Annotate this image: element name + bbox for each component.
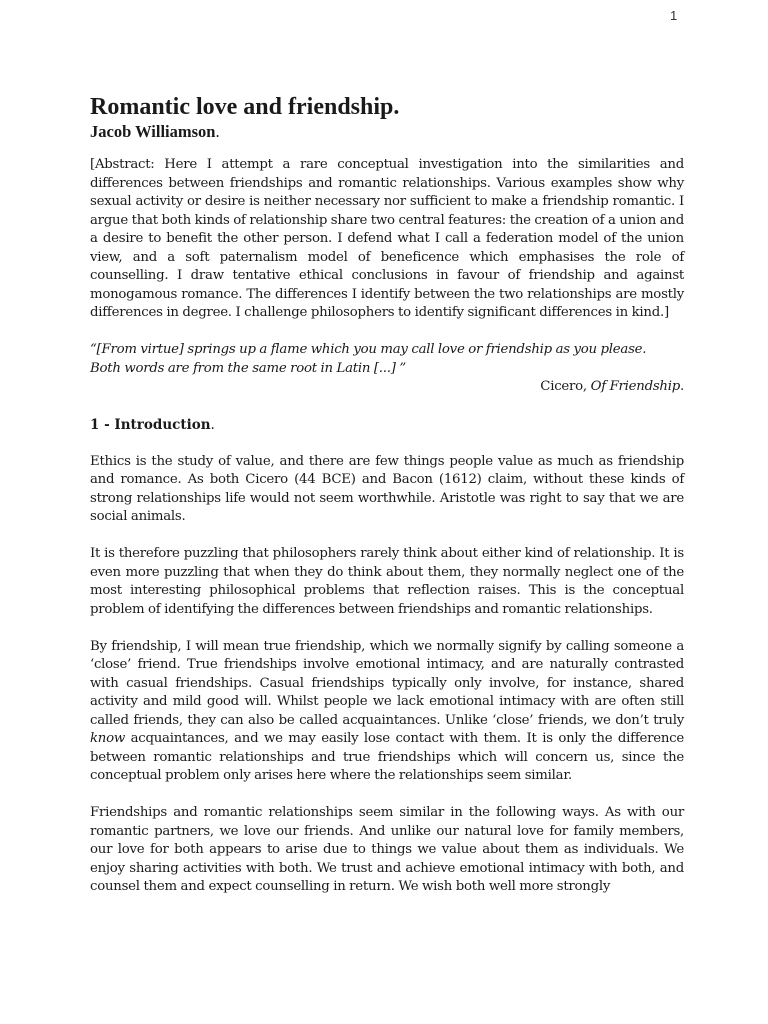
- author-line: [90, 121, 684, 143]
- page-number: 1: [670, 8, 678, 23]
- paragraph-2: It is therefore puzzling that philosophers rarely think about either kind of relationship. It is even more puzzling that when they do think about them, they normally neglect one of the most interesting philosophical problems that reflection raises. This is the conceptual problem of identifying the differences between friendships and romantic relationships.: [90, 546, 684, 617]
- paragraph-4: Friendships and romantic relationships seem similar in the following ways. As with our romantic partners, we love our friends. And unlike our natural love for family members, our love for both appears to arise due to things we value about them as individuals. We enjoy sharing activities with both. We trust and achieve emotional intimacy with both, and counsel them and expect counselling in return. We wish both well more strongly: [90, 805, 684, 894]
- abstract: [Abstract: Here I attempt a rare conceptual investigation into the similarities and differences between friendships and romantic relationships. Various examples show why sexual activity or desire is neither necessary nor sufficient to make a friendship romantic. I argue that both kinds of relationship share two central features: the creation of a union and a desire to benefit the other person. I defend what I call a federation model of the union view, and a soft paternalism model of beneficence which emphasises the role of counselling. I draw tentative ethical conclusions in favour of friendship and against monogamous romance. The differences I identify between the two relationships are mostly differences in degree. I challenge philosophers to identify significant differences in kind.]: [90, 157, 684, 320]
- author-suffix: .: [215, 122, 220, 141]
- section-heading: [90, 415, 684, 435]
- attribution-author: Cicero,: [540, 379, 587, 394]
- paragraph-3-part-2: acquaintances, and we may easily lose contact with them. It is only the difference between romantic relationships and true friendships which will concern us, since the conceptual problem only arises here where the relationships seem similar.: [90, 731, 684, 783]
- document-body: [90, 93, 684, 915]
- author-name: Jacob Williamson: [90, 122, 216, 141]
- paragraph-1: Ethics is the study of value, and there are few things people value as much as friendship and romance. As both Cicero (44 BCE) and Bacon (1612) claim, without these kinds of strong relationships life would not seem worthwhile. Aristotle was right to say that we are social animals.: [90, 453, 684, 524]
- attribution-end: .: [680, 379, 684, 394]
- paragraph-3-part-1: By friendship, I will mean true friendship, which we normally signify by calling someone a ‘close’ friend. True friendships involve emotional intimacy, and are naturally contrasted with casual friendships. Casual friendships typically only involve, for instance, shared activity and mild good will. Whilst people we lack emotional intimacy with are often still called friends, they can also be called acquaintances. Unlike ‘close’ friends, we don’t truly: [90, 638, 684, 728]
- section-heading-text: 1 - Introduction: [90, 416, 211, 433]
- paragraph-3-emphasis: know: [90, 731, 126, 746]
- epigraph-line-2: Both words are from the same root in Latin [...] ”: [90, 360, 406, 376]
- epigraph-attribution: [90, 378, 684, 397]
- paragraph-3: [90, 638, 684, 786]
- document-title: Romantic love and friendship.: [90, 94, 400, 120]
- attribution-work: Of Friendship: [590, 379, 681, 394]
- epigraph-line-1: “[From virtue] springs up a flame which you may call love or friendship as you please.: [90, 342, 647, 357]
- section-heading-suffix: .: [210, 416, 215, 433]
- epigraph-quote: [90, 341, 684, 378]
